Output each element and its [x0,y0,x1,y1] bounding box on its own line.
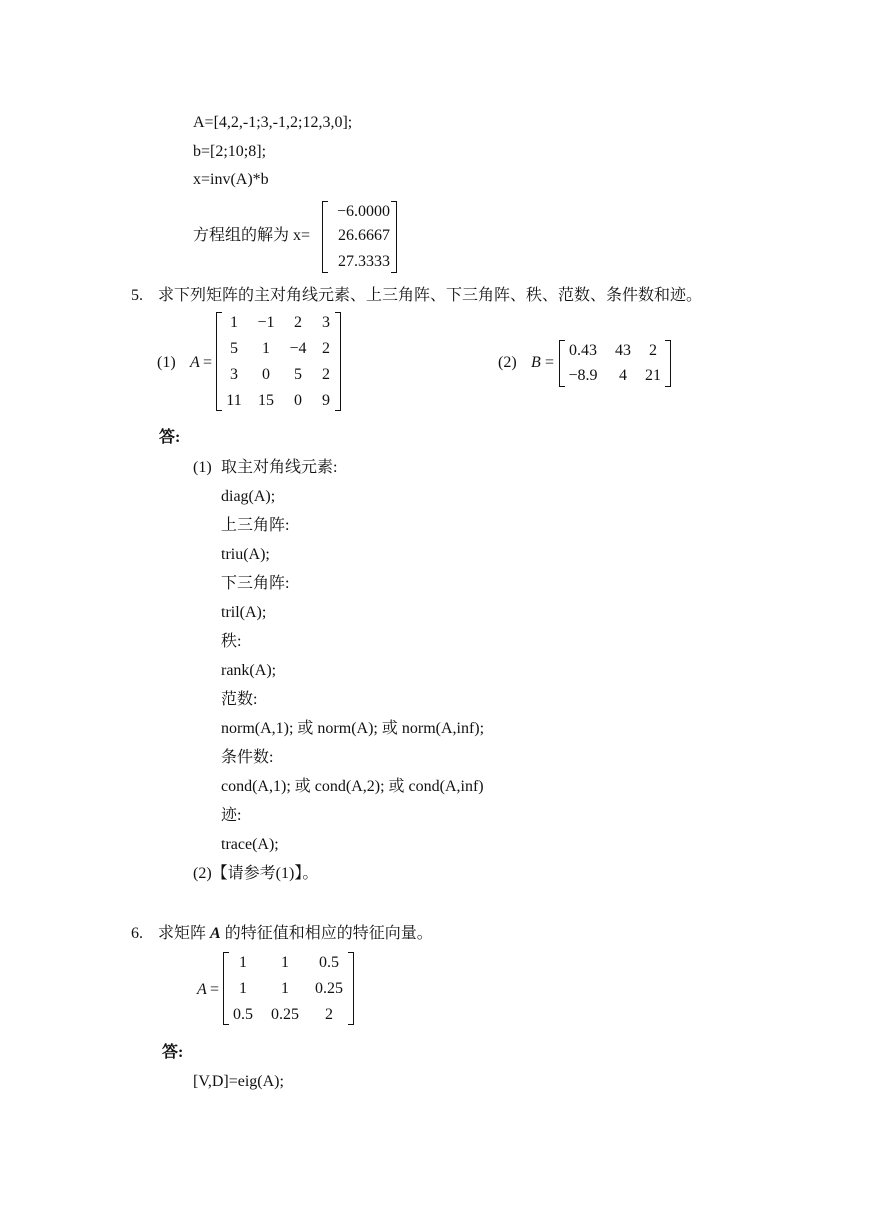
answer-line: 上三角阵: [221,517,290,534]
answer-line: triu(A); [221,546,270,563]
question-text: 求下列矩阵的主对角线元素、上三角阵、下三角阵、秩、范数、条件数和迹。 [158,287,703,304]
matrix-cell: 2 [322,366,330,383]
equals-sign: = [545,354,555,371]
answer-code: [V,D]=eig(A); [193,1073,284,1090]
matrix-cell: 1 [281,980,289,997]
answer-part2: (2)【请参考(1)】。 [193,865,319,882]
solution-vector [322,201,397,273]
matrix-name: A [197,981,207,998]
part-label: (2) [498,354,517,371]
answer-line: cond(A,1); 或 cond(A,2); 或 cond(A,inf) [221,778,484,795]
answer-line: 条件数: [221,749,274,766]
matrix-cell: 0.43 [569,342,597,359]
matrix-cell: 11 [226,392,242,409]
matrix-cell: 15 [258,392,274,409]
question-number: 6. [131,925,143,942]
matrix-cell: 4 [619,367,627,384]
matrix-name: B [531,354,541,371]
code-line: x=inv(A)*b [193,171,269,188]
matrix-cell: 1 [239,954,247,971]
matrix-cell: 0.5 [233,1006,253,1023]
matrix-name: A [190,354,200,371]
part-label: (1) [193,459,212,476]
matrix-cell: 21 [645,367,661,384]
matrix-cell: 2 [649,342,657,359]
answer-heading: 答: [159,429,181,446]
matrix-cell: −8.9 [568,367,598,384]
answer-line: tril(A); [221,604,267,621]
answer-line: rank(A); [221,662,277,679]
code-line: b=[2;10;8]; [193,143,267,160]
matrix-cell: 43 [615,342,631,359]
matrix-b [559,340,671,387]
matrix-cell: 3 [230,366,238,383]
matrix-var: A [210,925,221,942]
matrix-cell: 9 [322,392,330,409]
matrix-cell: 5 [294,366,302,383]
matrix-cell: −1 [257,314,275,331]
matrix-cell: 2 [322,340,330,357]
answer-heading: 答: [162,1044,184,1061]
answer-line: 下三角阵: [221,575,290,592]
question-text-part: 求矩阵 [158,925,211,942]
code-line: A=[4,2,-1;3,-1,2;12,3,0]; [193,114,353,131]
answer-line: norm(A,1); 或 norm(A); 或 norm(A,inf); [221,720,485,737]
question-number: 5. [131,287,143,304]
matrix-cell: 3 [322,314,330,331]
solution-label: 方程组的解为 x= [193,227,311,244]
answer-line: 迹: [221,807,242,824]
question-text [158,924,433,944]
matrix-cell: 1 [281,954,289,971]
vector-cell: −6.0000 [336,203,390,220]
matrix-cell: 2 [325,1006,333,1023]
matrix-cell: 1 [230,314,238,331]
matrix-cell: 0 [294,392,302,409]
matrix-cell: 0.5 [319,954,339,971]
equals-sign: = [203,354,213,371]
answer-line: 取主对角线元素: [221,459,338,476]
equals-sign: = [210,981,220,998]
answer-line: diag(A); [221,488,276,505]
vector-cell: 27.3333 [338,253,390,270]
answer-line: trace(A); [221,836,279,853]
answer-line: 范数: [221,691,258,708]
matrix-cell: −4 [289,340,307,357]
matrix-cell: 5 [230,340,238,357]
matrix-cell: 2 [294,314,302,331]
answer-line: 秩: [221,633,242,650]
matrix-cell: 1 [262,340,270,357]
matrix-cell: 0 [262,366,270,383]
matrix-cell: 0.25 [271,1006,299,1023]
matrix-cell: 1 [239,980,247,997]
matrix-eigen [223,952,354,1025]
question-text-part: 的特征值和相应的特征向量。 [220,925,433,942]
matrix-a [216,312,341,411]
vector-cell: 26.6667 [338,227,390,244]
matrix-cell: 0.25 [315,980,343,997]
part-label: (1) [157,354,176,371]
